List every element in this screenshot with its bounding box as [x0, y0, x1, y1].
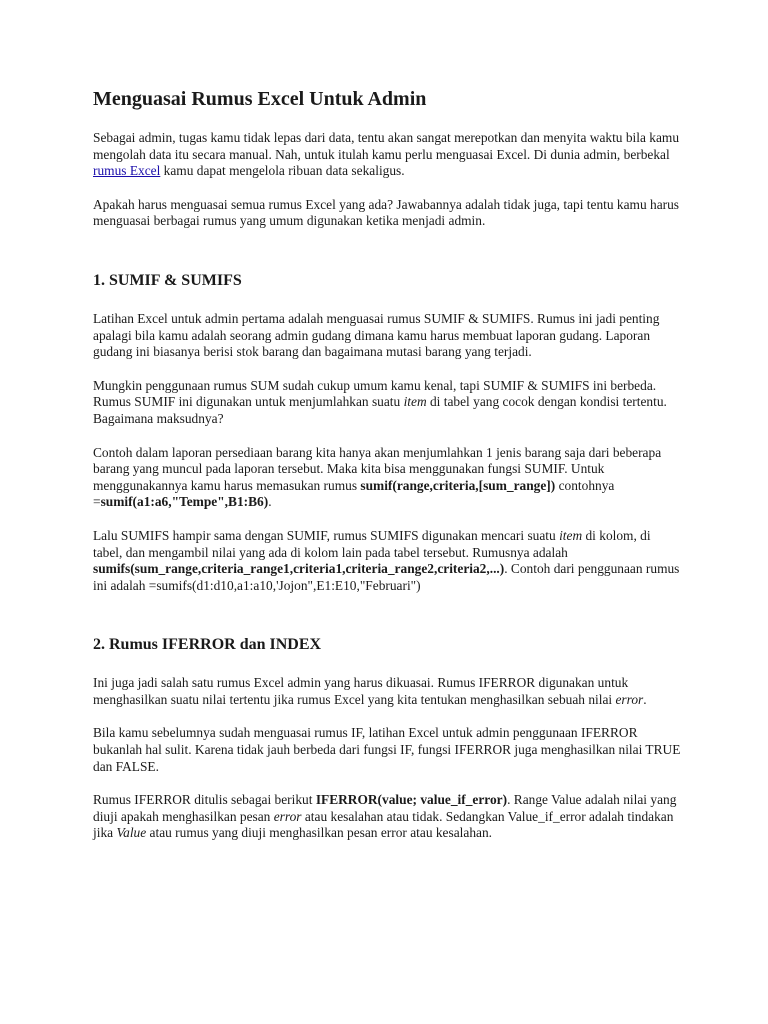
intro-text: kamu dapat mengelola ribuan data sekaligus.	[160, 163, 405, 179]
formula-syntax: sumifs(sum_range,criteria_range1,criteria1,criteria_range2,criteria2,...)	[93, 561, 505, 577]
paragraph-text: .	[643, 691, 647, 707]
sumif-paragraph-3	[93, 445, 683, 511]
paragraph-text: .	[268, 494, 272, 510]
iferror-paragraph-2: Bila kamu sebelumnya sudah menguasai rumus IF, latihan Excel untuk admin penggunaan IFERROR bukanlah hal sulit. Karena tidak jauh berbeda dari fungsi IF, fungsi IFERROR juga menghasilkan nilai TRUE dan FALSE.	[93, 725, 681, 774]
italic-term: error	[273, 808, 302, 824]
page-title: Menguasai Rumus Excel Untuk Admin	[93, 88, 427, 110]
intro-paragraph-2: Apakah harus menguasai semua rumus Excel yang ada? Jawabannya adalah tidak juga, tapi tentu kamu harus menguasai berbagai rumus yang umum digunakan ketika menjadi admin.	[93, 196, 680, 229]
article-body	[93, 86, 683, 859]
iferror-paragraph-1	[93, 675, 683, 708]
section-heading-iferror: 2. Rumus IFERROR dan INDEX	[93, 636, 322, 654]
section-heading-sumif: 1. SUMIF & SUMIFS	[93, 271, 242, 289]
paragraph-text: atau rumus yang diuji menghasilkan pesan error atau kesalahan.	[146, 825, 492, 841]
paragraph-text: di tabel yang cocok dengan kondisi tertentu. Bagaimana maksudnya?	[93, 394, 667, 426]
paragraph-text: atau kesalahan atau tidak. Sedangkan Value_if_error adalah tindakan jika	[93, 808, 674, 841]
intro-paragraph-1	[93, 130, 683, 180]
paragraph-text: Rumus IFERROR ditulis sebagai berikut	[93, 792, 316, 808]
paragraph-text: . Contoh dari penggunaan rumus ini adalah =sumifs(d1:d10,a1:a10,'Jojon",E1:E10,"Februari")	[93, 561, 680, 593]
formula-example: sumif(a1:a6,"Tempe",B1:B6)	[100, 494, 269, 510]
paragraph-text: Mungkin penggunaan rumus SUM sudah cukup umum kamu kenal, tapi SUMIF & SUMIFS ini berbeda. Rumus SUMIF ini digunakan untuk menjumlahkan suatu	[93, 377, 657, 410]
italic-term: item	[403, 394, 427, 410]
paragraph-text: di kolom, di tabel, dan mengambil nilai yang ada di kolom lain pada tabel tersebut. Rumusnya adalah	[93, 527, 651, 560]
sumif-paragraph-1: Latihan Excel untuk admin pertama adalah menguasai rumus SUMIF & SUMIFS. Rumus ini jadi penting apalagi bila kamu adalah seorang admin gudang dimana kamu harus membuat laporan gudang. Laporan gudang ini biasanya berisi stok barang dan bagaimana mutasi barang yang terjadi.	[93, 310, 660, 360]
rumus-excel-link[interactable]: rumus Excel	[93, 163, 161, 179]
iferror-paragraph-3	[93, 792, 683, 842]
italic-term: item	[559, 527, 583, 543]
italic-term: Value	[116, 825, 147, 841]
intro-text: Sebagai admin, tugas kamu tidak lepas dari data, tentu akan sangat merepotkan dan menyita waktu bila kamu mengolah data itu secara manual. Nah, untuk itulah kamu perlu menguasai Excel. Di dunia admin, berbekal	[93, 130, 680, 162]
paragraph-text: contohnya =	[93, 477, 615, 510]
paragraph-text: . Range Value adalah nilai yang diuji apakah menghasilkan pesan	[93, 792, 677, 824]
sumifs-paragraph	[93, 528, 683, 594]
formula-syntax: IFERROR(value; value_if_error)	[315, 792, 508, 808]
italic-term: error	[615, 691, 644, 707]
sumif-paragraph-2	[93, 378, 683, 428]
paragraph-text: Contoh dalam laporan persediaan barang kita hanya akan menjumlahkan 1 jenis barang saja dari beberapa barang yang muncul pada laporan tersebut. Maka kita bisa menggunakan fungsi SUMIF. Untuk menggunakannya kamu harus memasukan rumus	[93, 444, 662, 493]
formula-syntax: sumif(range,criteria,[sum_range])	[360, 477, 556, 493]
paragraph-text: Lalu SUMIFS hampir sama dengan SUMIF, rumus SUMIFS digunakan mencari suatu	[93, 527, 560, 543]
paragraph-text: Ini juga jadi salah satu rumus Excel admin yang harus dikuasai. Rumus IFERROR digunakan untuk menghasilkan suatu nilai tertentu jika rumus Excel yang kita tentukan menghasilkan sebuah nilai	[93, 675, 629, 707]
